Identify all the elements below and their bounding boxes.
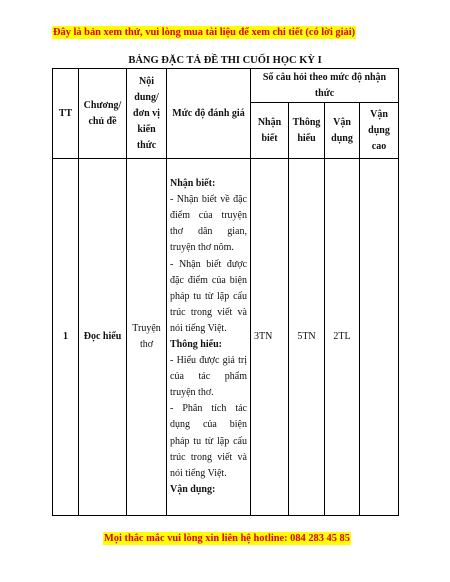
header-chapter: Chương/ chủ đề: [79, 69, 127, 159]
hotline-banner: Mọi thắc mắc vui lòng xin liên hệ hotline: 084 283 45 85: [104, 533, 350, 544]
header-apply: Vận dụng: [325, 103, 360, 159]
table-header-row: [53, 69, 399, 103]
header-tt: TT: [53, 69, 79, 159]
header-recognize: Nhận biết: [251, 103, 289, 159]
row-content: Truyện thơ: [127, 159, 167, 516]
recognize-item: - Nhận biết được đặc điểm của biện pháp tu từ lặp cấu trúc trong viết và nói tiếng Việt.: [170, 258, 247, 334]
row-assessment-criteria: [167, 159, 251, 516]
header-level: Mức độ đánh giá: [167, 69, 251, 159]
apply-label: Vận dụng:: [170, 483, 216, 495]
understand-item: - Phân tích tác dụng của biện pháp tu từ lặp cấu trúc trong viết và nói tiếng Việt.: [170, 403, 247, 479]
header-understand: Thông hiểu: [289, 103, 325, 159]
preview-notice-banner: Đây là bản xem thử, vui lòng mua tài liệu để xem chi tiết (có lời giải): [53, 27, 356, 38]
recognize-item: - Nhận biết về đặc điểm của truyện thơ dân gian, truyện thơ nôm.: [170, 194, 247, 254]
header-question-count: Số câu hỏi theo mức độ nhận thức: [251, 69, 399, 103]
understand-item: - Hiểu được giá trị của tác phẩm truyện thơ.: [170, 355, 247, 399]
table-row: [53, 159, 399, 516]
understand-label: Thông hiểu:: [170, 339, 222, 350]
document-title: BẢNG ĐẶC TẢ ĐỀ THI CUỐI HỌC KỲ I: [128, 55, 322, 66]
specification-table: [52, 68, 399, 516]
row-apply-count: 2TL: [325, 159, 360, 516]
row-recognize-count: 3TN: [251, 159, 289, 516]
row-apply-high-count: [360, 159, 399, 516]
recognize-label: Nhận biết:: [170, 178, 216, 190]
row-chapter: Đọc hiểu: [79, 159, 127, 516]
header-content: Nội dung/ đơn vị kiến thức: [127, 69, 167, 159]
row-understand-count: 5TN: [289, 159, 325, 516]
row-tt: 1: [53, 159, 79, 516]
header-apply-high: Vận dụng cao: [360, 103, 399, 159]
